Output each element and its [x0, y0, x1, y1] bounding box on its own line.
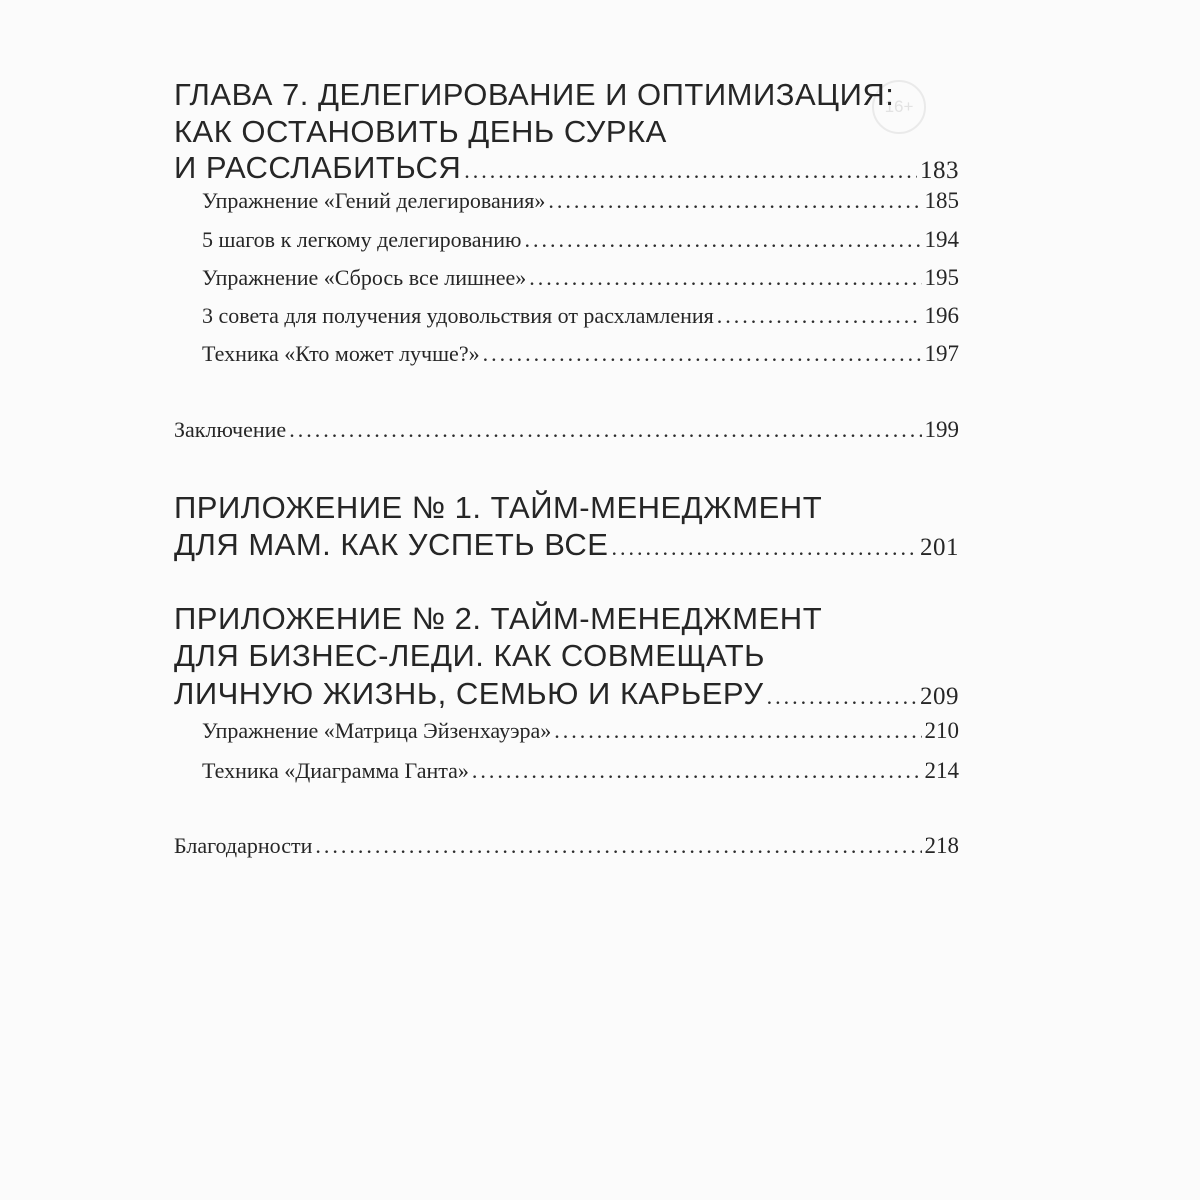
toc-page-number: 210 — [924, 718, 959, 743]
age-rating-badge: 16+ — [872, 80, 926, 134]
toc-entry-label: 3 совета для получения удовольствия от расхламления — [202, 303, 714, 328]
toc-page-number: 185 — [924, 188, 959, 213]
leader-dots — [717, 305, 922, 327]
toc-entry-chapter-7[interactable] — [174, 152, 959, 183]
toc-entry[interactable] — [202, 719, 959, 742]
toc-entry-appendix-2[interactable] — [174, 678, 959, 709]
toc-entry-label: Упражнение «Сбрось все лишнее» — [202, 265, 527, 290]
leader-dots — [289, 419, 921, 441]
toc-entry-label: Упражнение «Гений делегирования» — [202, 188, 546, 213]
leader-dots — [315, 835, 921, 857]
toc-entry[interactable] — [202, 759, 959, 782]
leader-dots — [548, 190, 921, 212]
leader-dots — [464, 160, 917, 182]
toc-entry-label: Упражнение «Матрица Эйзенхауэра» — [202, 718, 552, 743]
toc-page-number: 214 — [924, 758, 959, 783]
toc-entry-label: Техника «Кто может лучше?» — [202, 341, 480, 366]
toc-entry[interactable] — [202, 342, 959, 365]
toc-entry-label: ДЛЯ МАМ. КАК УСПЕТЬ ВСЕ — [174, 527, 609, 562]
toc-entry-label: Заключение — [174, 417, 287, 442]
toc-page-number: 209 — [920, 683, 959, 710]
chapter-7-title-line-1: ГЛАВА 7. ДЕЛЕГИРОВАНИЕ И ОПТИМИЗАЦИЯ: — [174, 77, 895, 112]
toc-page-number: 218 — [924, 833, 959, 858]
toc-page-number: 194 — [924, 227, 959, 252]
toc-entry[interactable] — [202, 228, 959, 251]
toc-entry-label: Благодарности — [174, 833, 313, 858]
toc-entry-label: 5 шагов к легкому делегированию — [202, 227, 522, 252]
toc-entry-label: ЛИЧНУЮ ЖИЗНЬ, СЕМЬЮ И КАРЬЕРУ — [174, 676, 764, 711]
toc-entry[interactable] — [202, 189, 959, 212]
leader-dots — [767, 686, 917, 708]
toc-entry-label: И РАССЛАБИТЬСЯ — [174, 150, 462, 185]
toc-page-number: 196 — [924, 303, 959, 328]
leader-dots — [524, 229, 921, 251]
toc-page-number: 183 — [920, 157, 959, 184]
toc-page-number: 199 — [924, 417, 959, 442]
leader-dots — [483, 343, 922, 365]
toc-page-number: 195 — [924, 265, 959, 290]
leader-dots — [611, 537, 917, 559]
toc-entry-conclusion[interactable] — [174, 418, 959, 441]
toc-page-number: 197 — [924, 341, 959, 366]
toc-entry[interactable] — [202, 304, 959, 327]
toc-page-number: 201 — [920, 534, 959, 561]
toc-entry-appendix-1[interactable] — [174, 529, 959, 560]
toc-entry-label: Техника «Диаграмма Ганта» — [202, 758, 469, 783]
leader-dots — [529, 267, 921, 289]
leader-dots — [472, 760, 922, 782]
appendix-1-title-line-1: ПРИЛОЖЕНИЕ № 1. ТАЙМ-МЕНЕДЖМЕНТ — [174, 490, 823, 525]
toc-entry[interactable] — [202, 266, 959, 289]
appendix-2-title-line-2: ДЛЯ БИЗНЕС-ЛЕДИ. КАК СОВМЕЩАТЬ — [174, 638, 765, 673]
toc-entry-acknowledgements[interactable] — [174, 834, 959, 857]
chapter-7-title-line-2: КАК ОСТАНОВИТЬ ДЕНЬ СУРКА — [174, 114, 667, 149]
appendix-2-title-line-1: ПРИЛОЖЕНИЕ № 2. ТАЙМ-МЕНЕДЖМЕНТ — [174, 601, 823, 636]
leader-dots — [554, 720, 921, 742]
